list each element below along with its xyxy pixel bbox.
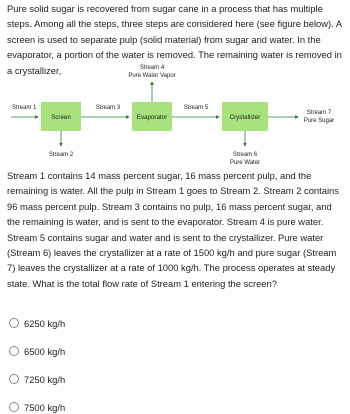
radio-button[interactable]: [9, 346, 19, 356]
answer-option-3[interactable]: [9, 372, 65, 386]
process-flow-diagram: [0, 64, 350, 172]
answer-option-1[interactable]: [9, 316, 65, 330]
evaporator-label: Evaporator: [136, 114, 168, 121]
answer-option-label: 7500 kg/h: [24, 401, 66, 413]
radio-button[interactable]: [9, 374, 19, 384]
answer-option-4[interactable]: [9, 400, 65, 414]
crystallizer-label: Crystallizer: [229, 114, 261, 121]
stream-5-label: Stream 5: [183, 105, 209, 111]
screen-label: Screen: [51, 114, 71, 121]
answer-option-2[interactable]: [9, 344, 65, 358]
stream-2-label: Stream 2: [48, 152, 74, 158]
stream-7-label: Stream 7: [306, 110, 332, 116]
answer-option-label: 6250 kg/h: [24, 317, 66, 329]
radio-button[interactable]: [9, 402, 19, 412]
stream-1-label: Stream 1: [12, 105, 37, 111]
stream-6-label: Stream 6: [232, 152, 258, 158]
answer-option-label: 7250 kg/h: [24, 373, 66, 385]
question-intro: Pure solid sugar is recovered from sugar cane in a process that has multiple steps. Among all the steps, three steps are considered here (see figure below). A screen is used to separate pulp (solid material) from sugar and water. In the evaporator, a portion of the water is removed. The remaining water is removed in a crystallizer,: [7, 3, 342, 76]
radio-button[interactable]: [9, 318, 19, 328]
answer-option-label: 6500 kg/h: [24, 345, 66, 357]
stream-3-label: Stream 3: [95, 105, 121, 111]
stream-4-label: Stream 4: [139, 65, 165, 71]
stream-4-sublabel: Pure Water Vapor: [128, 73, 176, 79]
question-problem-text: Stream 1 contains 14 mass percent sugar, 16 mass percent pulp, and the remaining is water. All the pulp in Stream 1 goes to Stream 2. Stream 2 contains 96 mass percent pulp. Stream 3 contains no pulp, 16 mass percent sugar, and the remaining is water, and is sent to the evaporator. Stream 4 is pure water. Stream 5 contains sugar and water and is sent to the crystallizer. Pure water (Stream 6) leaves the crystallizer at a rate of 1500 kg/h and pure sugar (Stream 7) leaves the crystallizer at a rate of 1000 kg/h. The process operates at steady state. What is the total flow rate of Stream 1 entering the screen?: [7, 170, 339, 289]
stream-7-sublabel: Pure Sugar: [303, 118, 335, 124]
stream-6-sublabel: Pure Water: [229, 160, 261, 166]
